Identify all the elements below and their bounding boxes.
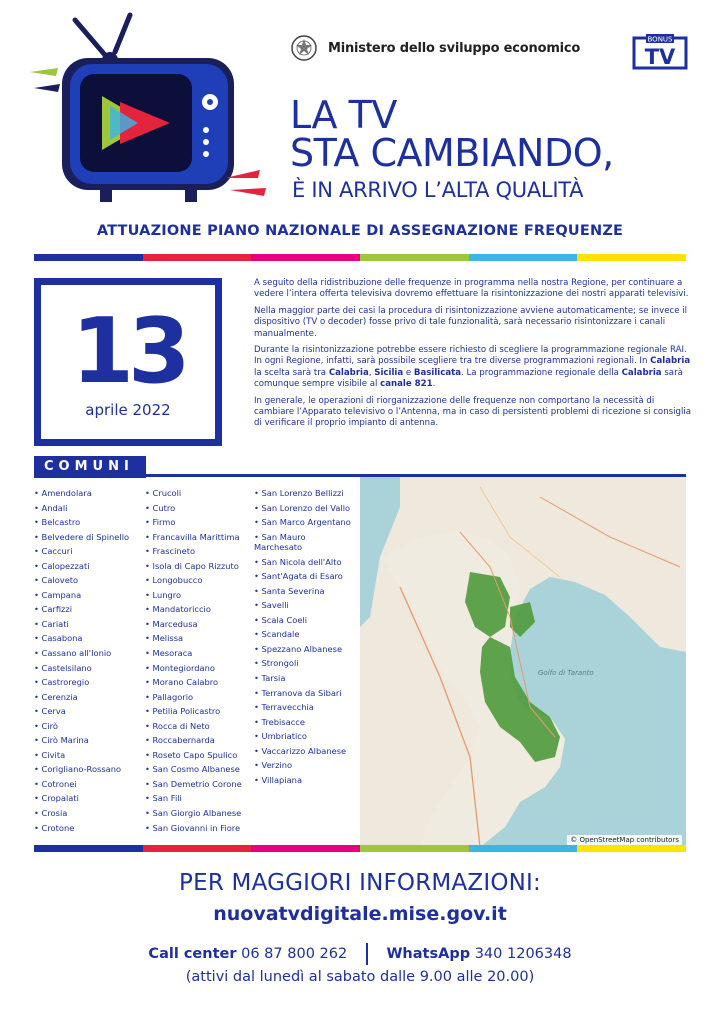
comune-item: • Firmo: [145, 515, 242, 530]
sea-label: Golfo di Taranto: [538, 669, 594, 677]
comune-item: • Umbriatico: [254, 729, 351, 744]
color-bar-bottom: [34, 845, 686, 852]
comune-item: • Melissa: [145, 631, 242, 646]
comune-item: • Marcedusa: [145, 617, 242, 632]
color-segment: [34, 845, 143, 852]
comune-item: • Trebisacce: [254, 715, 351, 730]
p3-text: la scelta sarà tra: [254, 367, 329, 378]
comune-item: • Campana: [34, 588, 129, 603]
comune-item: • Roseto Capo Spulico: [145, 748, 242, 763]
color-segment: [577, 254, 686, 261]
comune-item: • Cirò: [34, 719, 129, 734]
comune-item: • Crotone: [34, 821, 129, 836]
comune-item: • Frascineto: [145, 544, 242, 559]
bonus-label: BONUS: [647, 35, 673, 44]
comune-item: • Cerenzia: [34, 690, 129, 705]
comune-item: • Sant'Agata di Esaro: [254, 569, 351, 584]
comune-item: • Mesoraca: [145, 646, 242, 661]
color-segment: [469, 845, 578, 852]
headline-line-1: LA TV: [290, 93, 397, 137]
date-month-year: aprile 2022: [85, 401, 171, 419]
color-segment: [251, 845, 360, 852]
comune-item: • San Demetrio Corone: [145, 777, 242, 792]
whatsapp-number[interactable]: 340 1206348: [474, 946, 572, 962]
comune-item: • Cirò Marina: [34, 733, 129, 748]
comune-item: • Crosia: [34, 806, 129, 821]
website-link[interactable]: nuovatvdigitale.mise.gov.it: [213, 903, 507, 925]
color-segment: [577, 845, 686, 852]
comune-item: • Roccabernarda: [145, 733, 242, 748]
comune-item: • Belcastro: [34, 515, 129, 530]
comune-item: • Cerva: [34, 704, 129, 719]
comune-item: • Morano Calabro: [145, 675, 242, 690]
comune-item: • Villapiana: [254, 773, 351, 788]
tv-label: TV: [644, 45, 676, 69]
contacts-line: [0, 943, 720, 965]
comune-item: • Scala Coeli: [254, 613, 351, 628]
comune-item: • Cariati: [34, 617, 129, 632]
comune-item: • Verzino: [254, 758, 351, 773]
bonus-tv-logo: [632, 34, 688, 70]
p3-text: .: [432, 379, 436, 390]
tv-illustration-icon: [20, 10, 270, 210]
comune-item: • Isola di Capo Rizzuto: [145, 559, 242, 574]
comune-item: • Scandale: [254, 627, 351, 642]
color-segment: [143, 254, 252, 261]
comune-item: • Francavilla Marittima: [145, 530, 242, 545]
actuation-title: ATTUAZIONE PIANO NAZIONALE DI ASSEGNAZIONE FREQUENZE: [96, 223, 624, 239]
p3-bold: Calabria: [621, 367, 662, 378]
comune-item: • Cutro: [145, 501, 242, 516]
info-text: [254, 278, 694, 435]
comune-item: • Belvedere di Spinello: [34, 530, 129, 545]
p3-text: Durante la risintonizzazione potrebbe essere richiesto di scegliere la programmazione regionale RAI. In ogni Regione, infatti, sarà possibile scegliere tra tre diverse programmazioni regionali. In: [254, 345, 687, 367]
comune-item: • San Nicola dell'Alto: [254, 555, 351, 570]
ministry-header: [290, 32, 580, 64]
comune-item: • Pallagorio: [145, 690, 242, 705]
headline-line-2: STA CAMBIANDO,: [290, 131, 614, 175]
comune-item: • Carfizzi: [34, 602, 129, 617]
comune-item: • San Giovanni in Fiore: [145, 821, 242, 836]
color-bar-top: [34, 254, 686, 261]
date-day: 13: [71, 299, 185, 404]
comune-item: • Calopezzati: [34, 559, 129, 574]
p3-text: e: [403, 367, 414, 378]
comuni-list-col-2: [145, 486, 242, 835]
comune-item: • San Lorenzo Bellizzi: [254, 486, 351, 501]
calabria-map: [360, 477, 686, 847]
comune-item: • San Marco Argentano: [254, 515, 351, 530]
comuni-list-col-3: [254, 486, 351, 787]
call-center-label: Call center: [148, 946, 237, 962]
p3-text: ,: [368, 367, 375, 378]
ministry-name: Ministero dello sviluppo economico: [328, 40, 581, 56]
comune-item: • Crucoli: [145, 486, 242, 501]
p3-bold: Calabria: [650, 356, 691, 367]
comune-item: • Castroregio: [34, 675, 129, 690]
map-drawing: [360, 477, 686, 847]
comune-item: • Petilia Policastro: [145, 704, 242, 719]
headline: [290, 95, 614, 173]
p3-bold: canale 821: [380, 379, 433, 390]
comune-item: • Caloveto: [34, 573, 129, 588]
comune-item: • Santa Severina: [254, 584, 351, 599]
osm-attribution: © OpenStreetMap contributors: [567, 835, 682, 845]
comune-item: • San Fili: [145, 791, 242, 806]
comune-item: • Castelsilano: [34, 661, 129, 676]
comune-item: • Civita: [34, 748, 129, 763]
whatsapp-label: WhatsApp: [386, 946, 471, 962]
comune-item: • Andali: [34, 501, 129, 516]
comune-item: • Strongoli: [254, 656, 351, 671]
p3-text: . La programmazione regionale della: [461, 367, 622, 378]
comune-item: • Vaccarizzo Albanese: [254, 744, 351, 759]
paragraph-4: In generale, le operazioni di riorganizzazione delle frequenze non comportano la necessità di cambiare l’Apparato televisivo o l’Antenna, ma in caso di persistenti problemi di ricezione si consiglia di verificare il proprio impianto di antenna.: [254, 395, 691, 429]
color-segment: [34, 254, 143, 261]
color-segment: [469, 254, 578, 261]
comune-item: • Terranova da Sibari: [254, 686, 351, 701]
p3-bold: Calabria: [328, 367, 369, 378]
p3-bold: Sicilia: [374, 367, 404, 378]
comune-item: • Savelli: [254, 598, 351, 613]
comune-item: • Mandatoriccio: [145, 602, 242, 617]
comune-item: • San Cosmo Albanese: [145, 762, 242, 777]
opening-hours: (attivi dal lunedì al sabato dalle 9.00 alle 20.00): [185, 969, 535, 985]
headline-subtitle: È IN ARRIVO L’ALTA QUALITÀ: [292, 178, 584, 202]
comune-item: • Spezzano Albanese: [254, 642, 351, 657]
paragraph-3: [254, 345, 694, 391]
p3-text: sarà comunque sempre visibile al: [254, 367, 683, 390]
comune-item: • Rocca di Neto: [145, 719, 242, 734]
comune-item: • Casabona: [34, 631, 129, 646]
paragraph-1: A seguito della ridistribuzione delle frequenze in programma nella nostra Regione, per continuare a vedere l’intera offerta televisiva dovremo effettuare la risintonizzazione dei nostri apparati televisivi.: [254, 278, 689, 300]
comune-item: • Cropalati: [34, 791, 129, 806]
date-box: [34, 278, 222, 446]
color-segment: [251, 254, 360, 261]
color-segment: [360, 254, 469, 261]
italian-emblem-icon: [290, 33, 318, 63]
more-info-heading: PER MAGGIORI INFORMAZIONI:: [179, 870, 541, 896]
p3-bold: Basilicata: [413, 367, 462, 378]
comune-item: • Cassano all'Ionio: [34, 646, 129, 661]
comune-item: • San Lorenzo del Vallo: [254, 501, 351, 516]
color-segment: [360, 845, 469, 852]
comune-item: • Cotronei: [34, 777, 129, 792]
comune-item: • San Giorgio Albanese: [145, 806, 242, 821]
comune-item: • Longobucco: [145, 573, 242, 588]
comuni-list-col-1: [34, 486, 129, 835]
comune-item: • Terravecchia: [254, 700, 351, 715]
contact-separator: [366, 943, 368, 965]
comune-item: • Amendolara: [34, 486, 129, 501]
color-segment: [143, 845, 252, 852]
comune-item: • San Mauro Marchesato: [254, 532, 346, 552]
call-center-number[interactable]: 06 87 800 262: [241, 946, 348, 962]
comune-item: • Lungro: [145, 588, 242, 603]
comune-item: • Caccuri: [34, 544, 129, 559]
comune-item: • Tarsia: [254, 671, 351, 686]
comuni-title: COMUNI: [34, 456, 146, 478]
paragraph-2: Nella maggior parte dei casi la procedura di risintonizzazione avviene automaticamente; se invece il dispositivo (TV o decoder) fosse privo di tale funzionalità, sarà necessario risintonizzare i canali manualmente.: [254, 305, 688, 339]
comune-item: • Montegiordano: [145, 661, 242, 676]
comune-item: • Corigliano-Rossano: [34, 762, 129, 777]
